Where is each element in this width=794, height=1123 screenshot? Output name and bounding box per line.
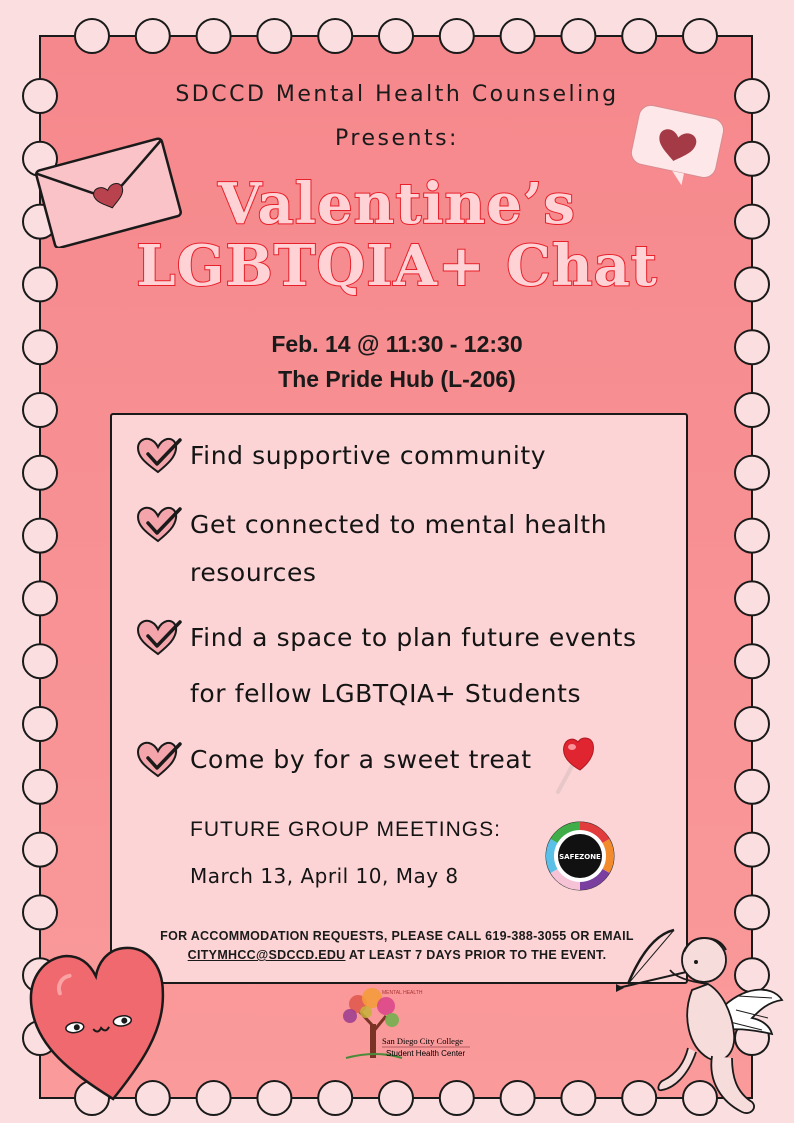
stamp-perforation	[197, 19, 231, 53]
stamp-perforation	[622, 19, 656, 53]
stamp-perforation	[23, 833, 57, 867]
stamp-perforation	[735, 519, 769, 553]
stamp-perforation	[23, 707, 57, 741]
stamp-perforation	[257, 19, 291, 53]
future-meetings-heading: FUTURE GROUP MEETINGS:	[190, 818, 501, 841]
accommodation-line-2-rest: AT LEAST 7 DAYS PRIOR TO THE EVENT.	[345, 948, 607, 962]
lollipop-icon	[548, 734, 608, 796]
stamp-perforation	[23, 895, 57, 929]
logo-college-name: San Diego City College	[382, 1036, 463, 1046]
stamp-perforation	[440, 19, 474, 53]
stamp-perforation	[23, 519, 57, 553]
stamp-perforation	[735, 393, 769, 427]
event-location: The Pride Hub (L-206)	[278, 366, 516, 392]
stamp-perforation	[735, 456, 769, 490]
safezone-label: SAFEZONE	[559, 853, 601, 861]
stamp-perforation	[23, 393, 57, 427]
college-logo	[336, 984, 472, 1064]
stamp-perforation	[501, 19, 535, 53]
accommodation-line-2	[110, 948, 684, 962]
stamp-perforation	[23, 644, 57, 678]
presenter-heading: SDCCD Mental Health Counseling	[175, 82, 619, 107]
stamp-perforation	[379, 1081, 413, 1115]
stamp-perforation	[257, 1081, 291, 1115]
stamp-perforation	[735, 895, 769, 929]
stamp-perforation	[136, 19, 170, 53]
heart-check-icon	[136, 436, 184, 476]
stamp-perforation	[318, 19, 352, 53]
heart-check-icon	[136, 618, 184, 658]
heart-check-icon	[136, 740, 184, 780]
heart-character-icon	[24, 928, 176, 1112]
logo-center-name: Student Health Center	[386, 1049, 466, 1058]
stamp-perforation	[318, 1081, 352, 1115]
event-datetime: Feb. 14 @ 11:30 - 12:30	[271, 331, 523, 357]
stamp-perforation	[23, 581, 57, 615]
stamp-perforation	[683, 19, 717, 53]
cupid-icon	[612, 926, 788, 1120]
stamp-perforation	[735, 770, 769, 804]
stamp-perforation	[440, 1081, 474, 1115]
stamp-perforation	[735, 707, 769, 741]
stamp-perforation	[561, 1081, 595, 1115]
benefit-text-4: Come by for a sweet treat	[190, 745, 532, 774]
safezone-badge-icon	[544, 820, 616, 892]
presents-label: Presents:	[335, 126, 459, 151]
benefit-text-1: Find supportive community	[190, 441, 547, 470]
stamp-perforation	[23, 456, 57, 490]
accommodation-email-link[interactable]: CITYMHCC@SDCCD.EDU	[187, 948, 346, 962]
heart-check-icon	[136, 505, 184, 545]
logo-tree-label: MENTAL HEALTH	[382, 990, 423, 996]
stamp-perforation	[735, 581, 769, 615]
stamp-perforation	[379, 19, 413, 53]
future-meetings-dates: March 13, April 10, May 8	[190, 864, 459, 888]
stamp-perforation	[561, 19, 595, 53]
benefit-text-3b: for fellow LGBTQIA+ Students	[190, 679, 582, 708]
benefit-text-2b: resources	[190, 558, 317, 587]
stamp-perforation	[23, 770, 57, 804]
stamp-perforation	[197, 1081, 231, 1115]
stamp-perforation	[735, 833, 769, 867]
stamp-perforation	[75, 19, 109, 53]
accommodation-line-1: FOR ACCOMMODATION REQUESTS, PLEASE CALL 619-388-3055 OR EMAIL	[160, 929, 634, 943]
title-line-2: LGBTQIA+ Chat	[136, 233, 658, 299]
stamp-perforation	[735, 644, 769, 678]
benefit-text-2: Get connected to mental health	[190, 510, 608, 539]
benefit-text-3: Find a space to plan future events	[190, 623, 637, 652]
title-line-1: Valentine’s	[218, 171, 576, 237]
stamp-perforation	[501, 1081, 535, 1115]
